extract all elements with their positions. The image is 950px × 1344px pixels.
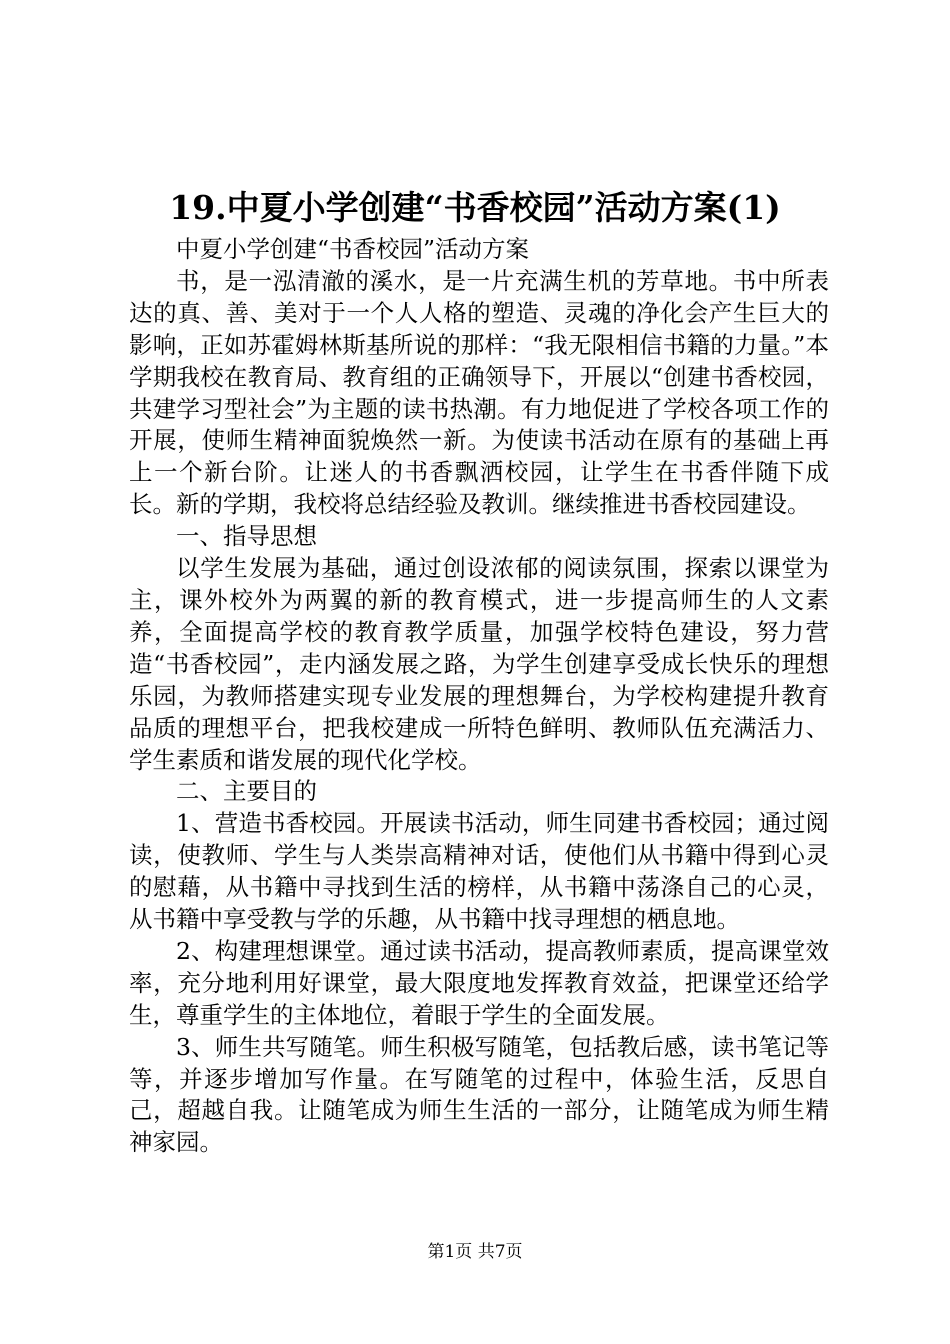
goal-item-3: 3、师生共写随笔。师生积极写随笔，包括教后感，读书笔记等等，并逐步增加写作量。在写随笔的过程中，体验生活，反思自己，超越自我。让随笔成为师生生活的一部分，让随笔成为师生精神家园。: [129, 1032, 829, 1157]
subtitle-paragraph: 中夏小学创建“书香校园”活动方案: [176, 235, 530, 263]
section-heading-guiding-ideology: 一、指导思想: [176, 522, 317, 551]
intro-paragraph: 书，是一泓清澈的溪水，是一片充满生机的芳草地。书中所表达的真、善、美对于一个人人格的塑造、灵魂的净化会产生巨大的影响，正如苏霍姆林斯基所说的那样：“我无限相信书籍的力量。”本学期我校在教育局、教育组的正确领导下，开展以“创建书香校园，共建学习型社会”为主题的读书热潮。有力地促进了学校各项工作的开展，使师生精神面貌焕然一新。为使读书活动在原有的基础上再上一个新台阶。让迷人的书香飘洒校园，让学生在书香伴随下成长。新的学期，我校将总结经验及教训。继续推进书香校园建设。: [129, 266, 829, 519]
goal-item-2: 2、构建理想课堂。通过读书活动，提高教师素质，提高课堂效率，充分地利用好课堂，最大限度地发挥教育效益，把课堂还给学生，尊重学生的主体地位，着眼于学生的全面发展。: [129, 936, 829, 1029]
document-title: 19.中夏小学创建“书香校园”活动方案(1): [169, 188, 781, 227]
guiding-ideology-paragraph: 以学生发展为基础，通过创设浓郁的阅读氛围，探索以课堂为主，课外校外为两翼的新的教育模式，进一步提高师生的人文素养，全面提高学校的教育教学质量，加强学校特色建设，努力营造“书香校园”，走内涵发展之路，为学生创建享受成长快乐的理想乐园，为教师搭建实现专业发展的理想舞台，为学校构建提升教育品质的理想平台，把我校建成一所特色鲜明、教师队伍充满活力、学生素质和谐发展的现代化学校。: [129, 554, 829, 774]
document-body: [129, 234, 829, 1159]
page-footer: 第1页 共7页: [427, 1242, 523, 1262]
goal-item-1: 1、营造书香校园。开展读书活动，师生同建书香校园；通过阅读，使教师、学生与人类崇高精神对话，使他们从书籍中得到心灵的慰藉，从书籍中寻找到生活的榜样，从书籍中荡涤自己的心灵，从书籍中享受教与学的乐趣，从书籍中找寻理想的栖息地。: [129, 809, 829, 934]
section-heading-main-goals: 二、主要目的: [176, 777, 317, 806]
